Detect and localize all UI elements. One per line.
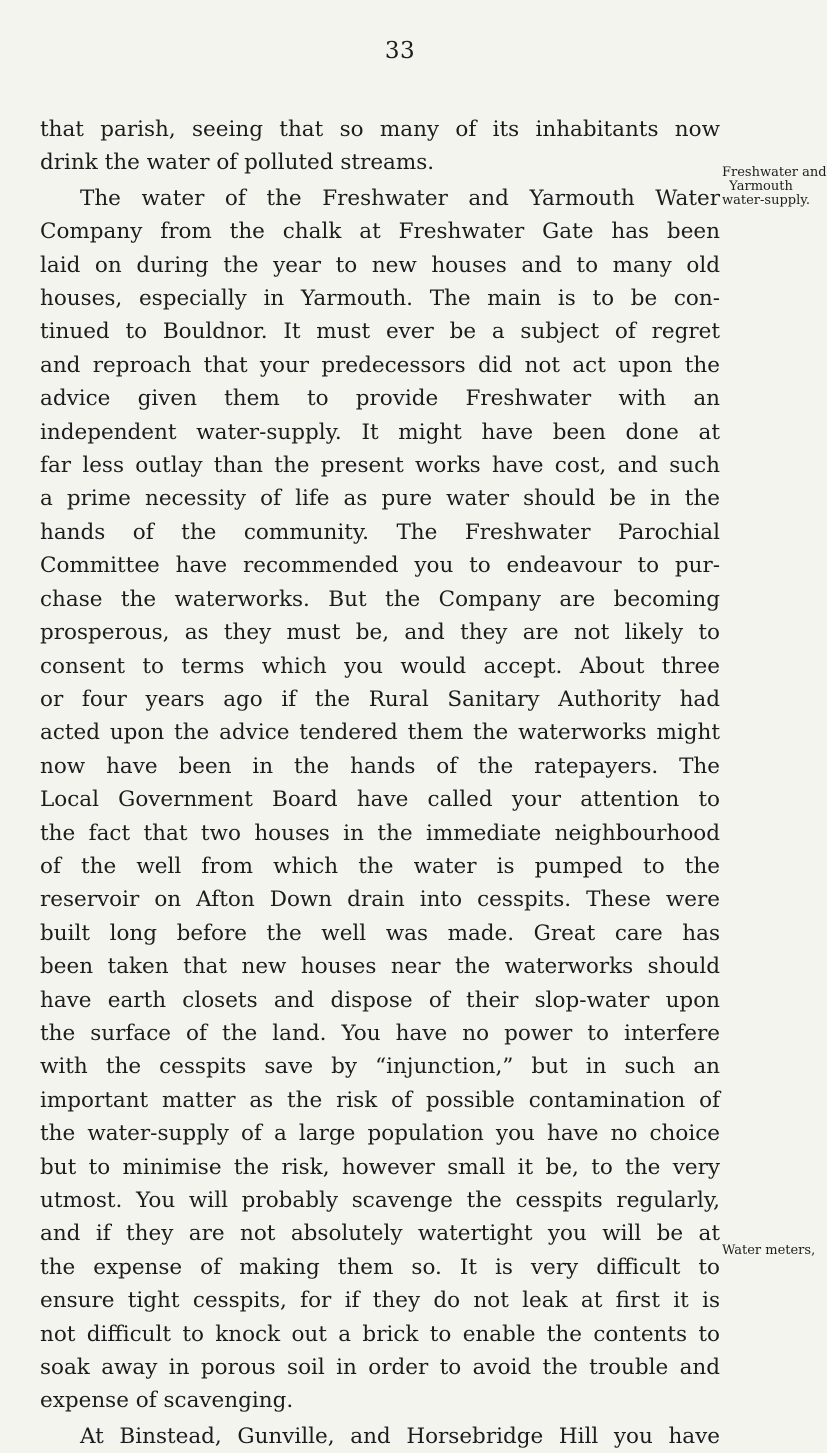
text-line: the water-supply of a large population you have no choice [40, 1121, 720, 1147]
text-line: laid on during the year to new houses and to many old [40, 252, 720, 278]
text-line: consent to terms which you would accept. About three [40, 653, 720, 679]
text-line: chase the waterworks. But the Company are becoming [40, 586, 720, 612]
text-line: reservoir on Afton Down drain into cesspits. These were [40, 887, 720, 913]
text-line: Local Government Board have called your attention to [40, 787, 720, 813]
text-line: The water of the Freshwater and Yarmouth Water [80, 185, 720, 211]
text-line: prosperous, as they must be, and they are not likely to [40, 620, 720, 646]
text-line: houses, especially in Yarmouth. The main is to be con- [40, 286, 720, 312]
sidenote-water-meters: Water meters, [722, 1243, 816, 1258]
sidenote-line: Freshwater and [722, 165, 827, 180]
text-line: important matter as the risk of possible contamination of [40, 1087, 720, 1113]
text-line: drink the water of polluted streams. [40, 150, 435, 176]
text-line: of the well from which the water is pumped to the [40, 853, 720, 879]
text-line: a prime necessity of life as pure water should be in the [40, 486, 720, 512]
text-line: advice given them to provide Freshwater with an [40, 386, 720, 412]
text-line: with the cesspits save by “injunction,” but in such an [40, 1054, 720, 1080]
text-line: hands of the community. The Freshwater Parochial [40, 519, 720, 545]
body-text [40, 113, 720, 1453]
text-line: independent water-supply. It might have been done at [40, 419, 720, 445]
text-line: Committee have recommended you to endeavour to pur- [40, 553, 720, 579]
text-line: now have been in the hands of the ratepayers. The [40, 753, 720, 779]
text-line: or four years ago if the Rural Sanitary Authority had [40, 686, 720, 712]
text-line: At Binstead, Gunville, and Horsebridge Hill you have [80, 1423, 720, 1449]
text-line: ensure tight cesspits, for if they do not leak at first it is [40, 1288, 720, 1314]
text-line: far less outlay than the present works have cost, and such [40, 453, 720, 479]
text-line: acted upon the advice tendered them the waterworks might [40, 720, 720, 746]
text-line: Company from the chalk at Freshwater Gate has been [40, 219, 720, 245]
text-line: but to minimise the risk, however small it be, to the very [40, 1154, 720, 1180]
sidenote-freshwater-water-supply [722, 166, 827, 208]
text-line: and if they are not absolutely watertight you will be at [40, 1221, 720, 1247]
text-line: the fact that two houses in the immediate neighbourhood [40, 820, 720, 846]
page-number: 33 [384, 38, 416, 64]
text-line: not difficult to knock out a brick to enable the contents to [40, 1321, 720, 1347]
text-line: that parish, seeing that so many of its inhabitants now [40, 117, 720, 142]
text-line: the surface of the land. You have no power to interfere [40, 1020, 720, 1046]
text-line: have earth closets and dispose of their slop-water upon [40, 987, 720, 1013]
text-line: utmost. You will probably scavenge the cesspits regularly, [40, 1188, 720, 1213]
text-line: built long before the well was made. Great care has [40, 920, 720, 946]
sidenote-line: water-supply. [722, 193, 810, 208]
text-line: tinued to Bouldnor. It must ever be a subject of regret [40, 319, 720, 345]
text-line: the expense of making them so. It is very difficult to [40, 1254, 720, 1280]
text-line: expense of scavenging. [40, 1388, 294, 1414]
text-line: soak away in porous soil in order to avoid the trouble and [40, 1355, 720, 1381]
text-line: been taken that new houses near the waterworks should [40, 954, 720, 980]
text-line: and reproach that your predecessors did not act upon the [40, 352, 720, 378]
sidenote-line: Yarmouth [729, 179, 793, 194]
